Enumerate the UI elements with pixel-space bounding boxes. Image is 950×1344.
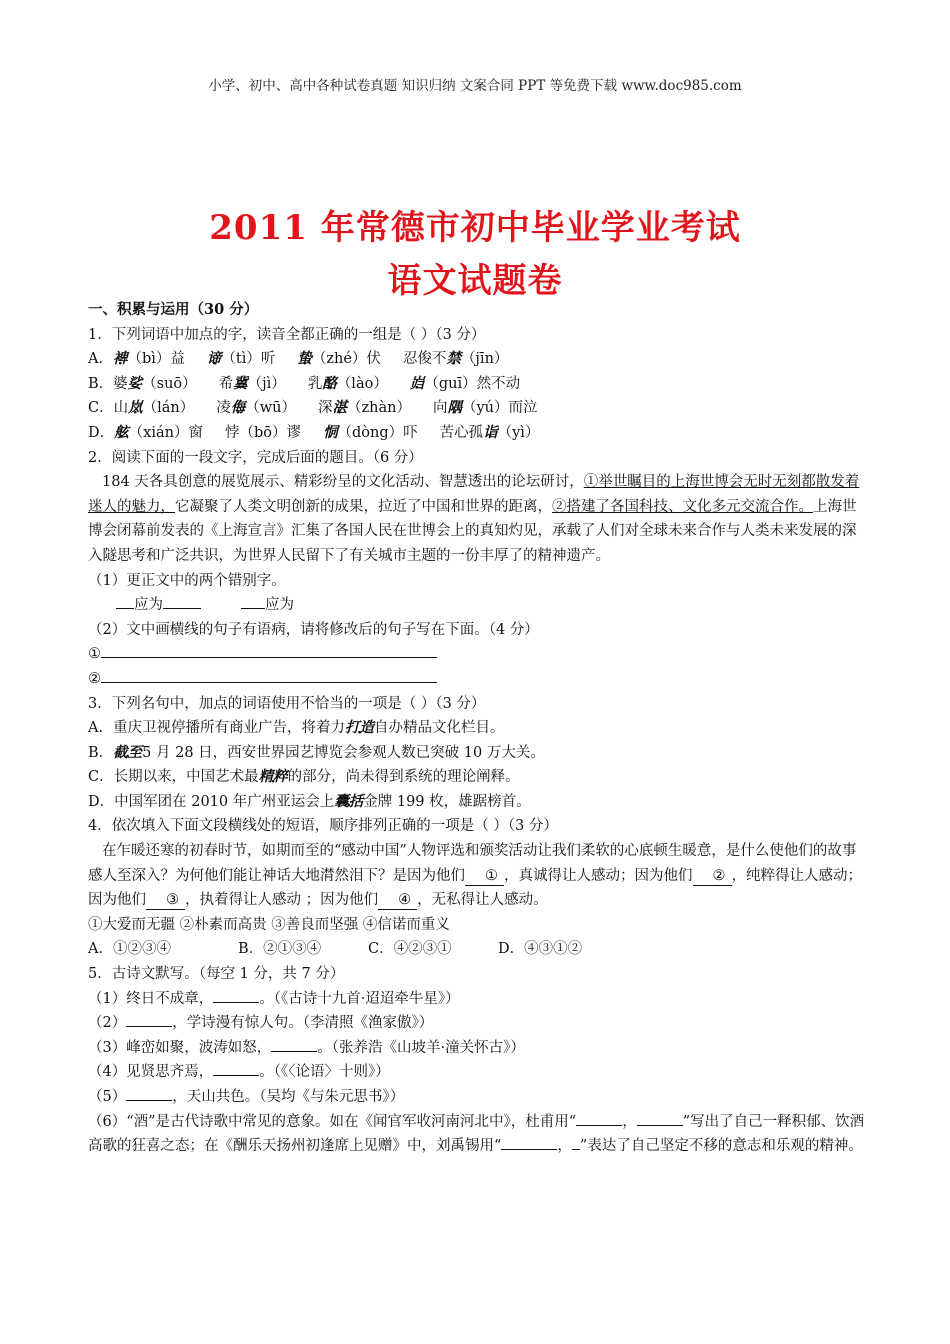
exam-content: [88, 298, 868, 1159]
q3-stem: 3．下列名句中，加点的词语使用不恰当的一项是（ ）（3 分）: [88, 695, 486, 712]
q5-line-4: （4）见贤思齐焉， 。（《〈论语〉十则》）: [88, 1060, 868, 1085]
q1-option-d: D．舷（xián）窗 悖（bō）谬 恫（dòng）吓 苦心孤诣（yì）: [88, 423, 540, 441]
q3-option-c: C．长期以来，中国艺术最精粹的部分，尚未得到系统的理论阐释。: [88, 768, 520, 786]
q2-sub1-answer: 应为 应为: [88, 593, 868, 618]
exam-subtitle: 语文试题卷: [387, 261, 563, 301]
q2-sub2: （2）文中画横线的句子有语病，请将修改后的句子写在下面。（4 分）: [88, 621, 539, 638]
q1-option-c: C．山岚（lán） 凌侮（wū） 深湛（zhàn） 向隅（yú）而泣: [88, 399, 538, 417]
q4-stem: 4．依次填入下面文段横线处的短语，顺序排列正确的一项是（ ）（3 分）: [88, 818, 558, 835]
q4-choices: A．①②③④ B．②①③④ C．④②③① D．④③①②: [88, 941, 583, 958]
q2-answer-line-1[interactable]: ①: [88, 642, 868, 667]
q5-line-5: （5） ，天山共色。（吴均《与朱元思书》）: [88, 1085, 868, 1110]
q5-line-3: （3）峰峦如聚，波涛如怒， 。（张养浩《山坡羊·潼关怀古》）: [88, 1036, 868, 1061]
q2-passage: 184 天各具创意的展览展示、精彩纷呈的文化活动、智慧透出的论坛研讨，①举世瞩目的上海世博会无时无刻都散发着迷人的魅力，它凝聚了人类文明创新的成果，拉近了中国和世界的距离，②搭建了各国科技、文化多元交流合作。上海世博会闭幕前发表的《上海宣言》汇集了各国人民在世博会上的真知灼见，承载了人们对全球未来合作与人类未来发展的深入隧思考和广泛共识，为世界人民留下了有关城市主题的一份丰厚了的精神遗产。: [88, 474, 860, 564]
page-header: 小学、初中、高中各种试卷真题 知识归纳 文案合同 PPT 等免费下载 www.doc985.com: [208, 78, 742, 94]
q3-option-d: D．中国军团在 2010 年广州亚运会上囊括金牌 199 枚，雄踞榜首。: [88, 792, 531, 810]
q2-answer-line-2[interactable]: ②: [88, 667, 868, 692]
q2-sub1: （1）更正文中的两个错别字。: [88, 572, 286, 589]
q4-passage: 在乍暖还寒的初春时节，如期而至的“感动中国”人物评选和颁奖活动让我们柔软的心底顿生暖意，是什么使他们的故事感人至深入？为何他们能让神话大地潸然泪下？是因为他们 ① ，真诚得让人感动；因为他们 ② ，纯粹得让人感动；因为他们 ③ ，执着得让人感动 ；因为他们 ④ ，无私得让人感动。: [88, 843, 862, 909]
q1-option-b: B．婆娑（suō） 希冀（jì） 乳酪（lào） 岿（guī）然不动: [88, 374, 521, 392]
section-heading: 一、积累与运用（30 分）: [88, 301, 259, 318]
q3-option-a: A．重庆卫视停播所有商业广告，将着力打造自办精品文化栏目。: [88, 719, 505, 737]
q5-stem: 5．古诗文默写。（每空 1 分，共 7 分）: [88, 966, 345, 983]
q4-phrases: ①大爱而无疆 ②朴素而高贵 ③善良而坚强 ④信诺而重义: [88, 916, 450, 933]
q5-line-6: （6）“酒”是古代诗歌中常见的意象。如在《闻官军收河南河北中》，杜甫用“ ， ”写出了自己一释积郁、饮酒高歌的狂喜之态；在《酬乐天扬州初逢席上见赠》中，刘禹锡用“ ， ”表达了自己坚定不移的意志和乐观的精神。: [88, 1110, 868, 1159]
q1-option-a: A．裨（bì）益 谛（tì）听 蛰（zhé）伏 忍俊不禁（jīn）: [88, 350, 509, 368]
q2-stem: 2．阅读下面的一段文字，完成后面的题目。（6 分）: [88, 449, 423, 466]
q5-line-1: （1）终日不成章， 。（《古诗十九首·迢迢牵牛星》）: [88, 987, 868, 1012]
q3-option-b: B．截至5 月 28 日，西安世界园艺博览会参观人数已突破 10 万大关。: [88, 743, 545, 761]
exam-title: 2011 年常德市初中毕业学业考试: [209, 208, 741, 248]
q5-line-2: （2） ，学诗漫有惊人句。（李清照《渔家傲》）: [88, 1011, 868, 1036]
q1-stem: 1．下列词语中加点的字，读音全都正确的一组是（ ）（3 分）: [88, 326, 486, 343]
